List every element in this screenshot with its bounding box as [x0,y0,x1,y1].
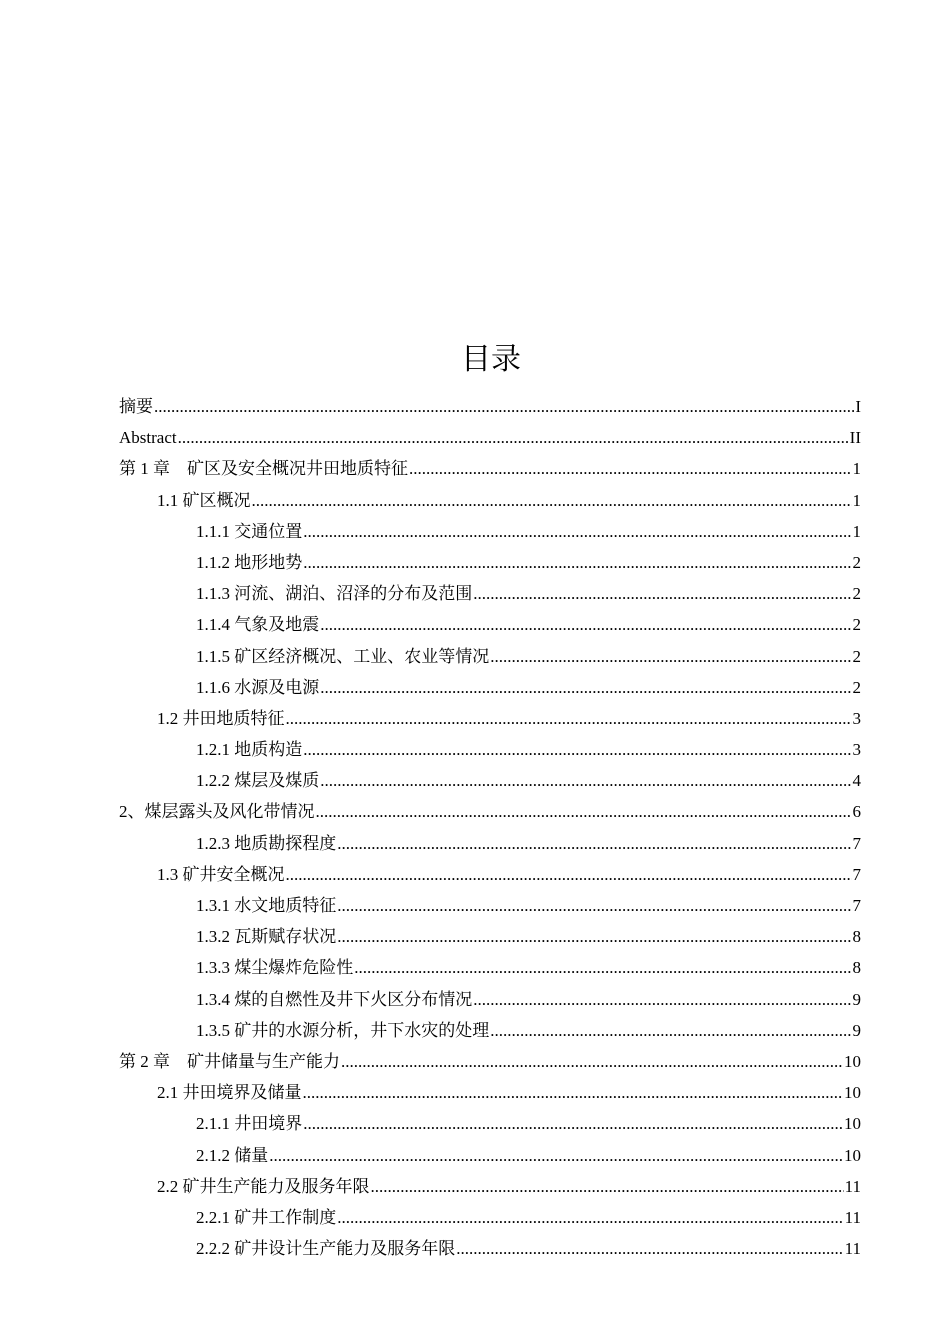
toc-dot-leader [286,703,852,734]
toc-entry-label: 1.3.5 矿井的水源分析，井下水灾的处理 [196,1020,490,1040]
toc-dot-leader [320,609,851,640]
toc-entry[interactable] [119,641,861,672]
toc-entry-label: 1.2.3 地质勘探程度 [196,833,337,853]
toc-entry-label: 1.2.1 地质构造 [196,740,303,760]
toc-entry-label: Abstract [119,428,177,448]
toc-entry[interactable] [119,984,861,1015]
toc-entry-page-number: 10 [844,1145,861,1165]
toc-entry-page-number: 2 [852,646,861,666]
toc-entry-page-number: 2 [852,677,861,697]
toc-entry[interactable] [119,828,861,859]
toc-entry-page-number: 10 [844,1051,861,1071]
toc-entry[interactable] [119,453,861,484]
toc-dot-leader [316,796,852,827]
toc-dot-leader [252,485,852,516]
toc-entry-label: 摘要 [119,397,153,416]
toc-dot-leader [178,422,849,453]
toc-entry-label: 2.1 井田境界及储量 [157,1083,302,1103]
toc-entry[interactable] [119,485,861,516]
toc-entry-page-number: 4 [852,771,861,791]
toc-entry-label: 1.1.1 交通位置 [196,521,303,541]
toc-dot-leader [456,1233,843,1264]
toc-entry-page-number: 8 [852,927,861,947]
toc-entry[interactable] [119,1046,861,1077]
toc-entry-page-number: 3 [852,740,861,760]
toc-entry-page-number: 1 [852,490,861,510]
toc-entry-page-number: 9 [852,1020,861,1040]
toc-entry-page-number: 6 [852,802,861,822]
toc-entry-label: 2、煤层露头及风化带情况 [119,802,315,822]
toc-entry-label: 1.3 矿井安全概况 [157,864,285,884]
toc-dot-leader [337,828,851,859]
toc-entry-label: 1.2 井田地质特征 [157,708,285,728]
toc-entry[interactable] [119,1077,861,1108]
toc-entry[interactable] [119,516,861,547]
toc-entry[interactable] [119,547,861,578]
toc-entry-page-number: 1 [852,459,861,479]
toc-entry[interactable] [119,672,861,703]
toc-dot-leader [409,453,852,484]
toc-entry-page-number: 11 [844,1176,861,1196]
toc-entry-page-number: 2 [852,584,861,604]
toc-entry[interactable] [119,859,861,890]
toc-entry[interactable] [119,1202,861,1233]
toc-entry-label: 1.1.4 气象及地震 [196,615,320,635]
toc-dot-leader [490,1015,851,1046]
toc-entry[interactable] [119,578,861,609]
toc-dot-leader [337,921,851,952]
toc-list [119,391,861,1264]
toc-entry-label: 1.2.2 煤层及煤质 [196,771,320,791]
toc-entry-label: 2.1.2 储量 [196,1145,269,1165]
toc-entry[interactable] [119,734,861,765]
toc-dot-leader [473,578,851,609]
toc-dot-leader [473,984,851,1015]
toc-entry[interactable] [119,422,861,453]
toc-entry-page-number: 7 [852,833,861,853]
toc-entry[interactable] [119,921,861,952]
toc-dot-leader [303,547,851,578]
toc-entry[interactable] [119,1015,861,1046]
toc-entry-page-number: 10 [844,1114,861,1134]
toc-dot-leader [303,734,851,765]
toc-entry-label: 1.3.2 瓦斯赋存状况 [196,927,337,947]
toc-entry-page-number: 10 [844,1083,861,1103]
toc-entry[interactable] [119,1171,861,1202]
toc-dot-leader [490,641,851,672]
toc-dot-leader [341,1046,843,1077]
toc-entry-page-number: 8 [852,958,861,978]
toc-entry[interactable] [119,765,861,796]
toc-entry-page-number: 1 [852,521,861,541]
toc-entry-label: 1.1.5 矿区经济概况、工业、农业等情况 [196,646,490,666]
toc-entry-page-number: I [855,397,861,416]
toc-dot-leader [269,1140,843,1171]
toc-dot-leader [371,1171,844,1202]
toc-entry[interactable] [119,890,861,921]
toc-entry-label: 1.3.1 水文地质特征 [196,896,337,915]
toc-entry[interactable] [119,1140,861,1171]
toc-entry-page-number: 2 [852,552,861,572]
toc-dot-leader [320,765,851,796]
toc-dot-leader [303,516,851,547]
toc-entry[interactable] [119,609,861,640]
toc-entry-label: 2.2.1 矿井工作制度 [196,1207,337,1227]
toc-entry-page-number: 7 [852,896,861,915]
toc-entry-label: 1.1.6 水源及电源 [196,677,320,697]
toc-entry-label: 第 2 章 矿井储量与生产能力 [119,1051,340,1071]
toc-entry-label: 2.2 矿井生产能力及服务年限 [157,1176,370,1196]
toc-entry-page-number: 3 [852,708,861,728]
toc-entry-label: 1.3.3 煤尘爆炸危险性 [196,958,354,978]
toc-entry[interactable] [119,1108,861,1139]
toc-entry-label: 2.1.1 井田境界 [196,1114,303,1134]
toc-entry-label: 第 1 章 矿区及安全概况井田地质特征 [119,459,408,479]
toc-entry-page-number: 11 [844,1239,861,1259]
toc-dot-leader [154,391,854,422]
toc-dot-leader [303,1077,844,1108]
toc-entry-label: 1.1 矿区概况 [157,490,251,510]
toc-dot-leader [337,890,851,921]
toc-entry-label: 2.2.2 矿井设计生产能力及服务年限 [196,1239,456,1259]
toc-entry-page-number: 9 [852,989,861,1009]
toc-entry[interactable] [119,703,861,734]
toc-entry-label: 1.1.2 地形地势 [196,552,303,572]
toc-entry-page-number: II [849,428,861,448]
toc-entry[interactable] [119,952,861,983]
toc-dot-leader [286,859,852,890]
toc-entry-page-number: 2 [852,615,861,635]
toc-dot-leader [303,1108,843,1139]
toc-entry[interactable] [119,796,861,827]
toc-entry-label: 1.1.3 河流、湖泊、沼泽的分布及范围 [196,584,473,604]
toc-dot-leader [354,952,851,983]
toc-dot-leader [337,1202,843,1233]
toc-entry-page-number: 11 [844,1207,861,1227]
toc-entry[interactable] [119,1233,861,1264]
toc-entry[interactable] [119,391,861,422]
toc-dot-leader [320,672,851,703]
toc-entry-page-number: 7 [852,864,861,884]
toc-entry-label: 1.3.4 煤的自燃性及井下火区分布情况 [196,989,473,1009]
toc-title: 目录 [461,342,521,377]
